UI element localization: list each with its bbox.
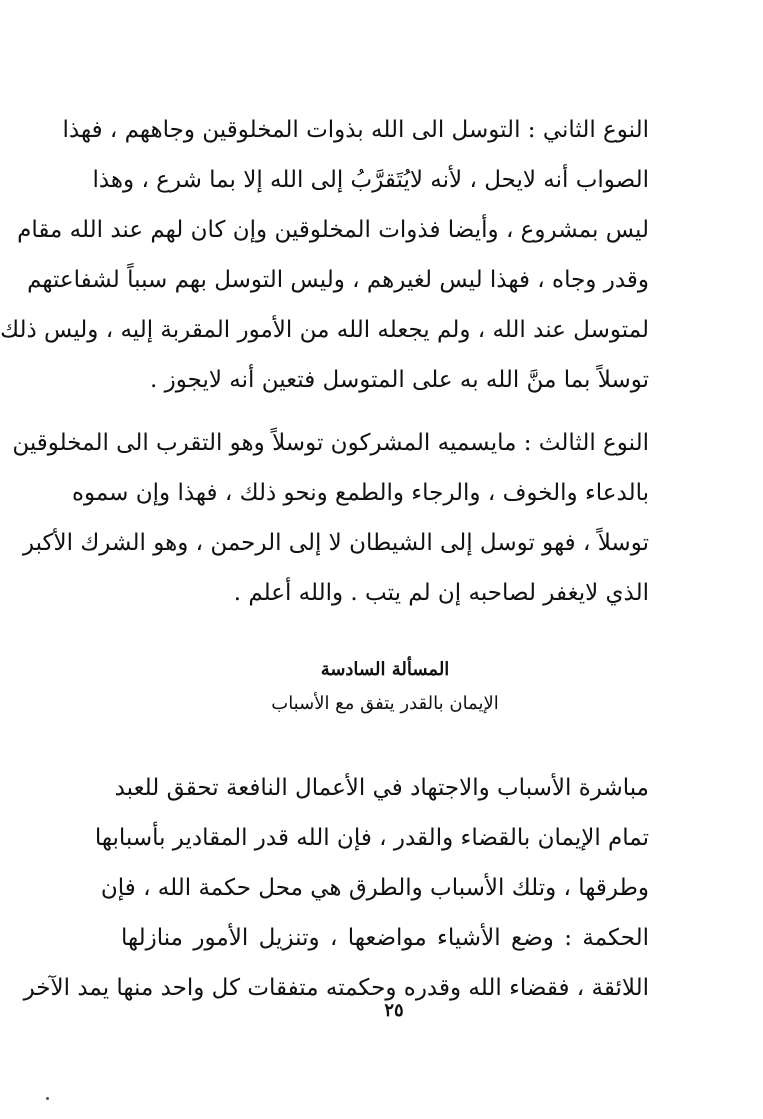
section-title: المسألة السادسة bbox=[320, 659, 450, 680]
text-line: اللائقة ، فقضاء الله وقدره وحكمته متفقات كل واحد منها يمد الآخر bbox=[23, 975, 649, 1001]
section-subtitle: الإيمان بالقدر يتفق مع الأسباب bbox=[271, 693, 499, 714]
text-line: وقدر وجاه ، فهذا ليس لغيرهم ، وليس التوسل بهم سبباً لشفاعتهم bbox=[27, 267, 649, 293]
text-line: مباشرة الأسباب والاجتهاد في الأعمال النافعة تحقق للعبد bbox=[114, 775, 649, 801]
paragraph-causes bbox=[23, 763, 649, 1013]
text-line: تمام الإيمان بالقضاء والقدر ، فإن الله قدر المقادير بأسبابها bbox=[94, 825, 649, 851]
page-number: ٢٥ bbox=[384, 1000, 404, 1021]
text-line: النوع الثاني : التوسل الى الله بذوات المخلوقين وجاههم ، فهذا bbox=[62, 117, 649, 143]
scan-speck bbox=[46, 1097, 49, 1100]
paragraph-third-type bbox=[12, 418, 649, 618]
text-line: توسلاً ، فهو توسل إلى الشيطان لا إلى الرحمن ، وهو الشرك الأكبر bbox=[22, 530, 649, 556]
text-line: بالدعاء والخوف ، والرجاء والطمع ونحو ذلك ، فهذا وإن سموه bbox=[71, 480, 649, 506]
text-line: توسلاً بما منَّ الله به على المتوسل فتعين أنه لايجوز . bbox=[150, 367, 649, 393]
text-line: الصواب أنه لايحل ، لأنه لايُتَقرَّبُ إلى الله إلا بما شرع ، وهذا bbox=[92, 167, 649, 193]
paragraph-second-type bbox=[0, 105, 649, 405]
text-line: وطرقها ، وتلك الأسباب والطرق هي محل حكمة الله ، فإن bbox=[100, 875, 649, 901]
text-line: ليس بمشروع ، وأيضا فذوات المخلوقين وإن كان لهم عند الله مقام bbox=[17, 217, 649, 243]
text-line: الذي لايغفر لصاحبه إن لم يتب . والله أعلم . bbox=[233, 580, 649, 606]
text-line: النوع الثالث : مايسميه المشركون توسلاً وهو التقرب الى المخلوقين bbox=[12, 430, 649, 456]
text-line: الحكمة : وضع الأشياء مواضعها ، وتنزيل الأمور منازلها bbox=[121, 925, 649, 951]
text-line: لمتوسل عند الله ، ولم يجعله الله من الأمور المقربة إليه ، وليس ذلك bbox=[0, 317, 649, 343]
